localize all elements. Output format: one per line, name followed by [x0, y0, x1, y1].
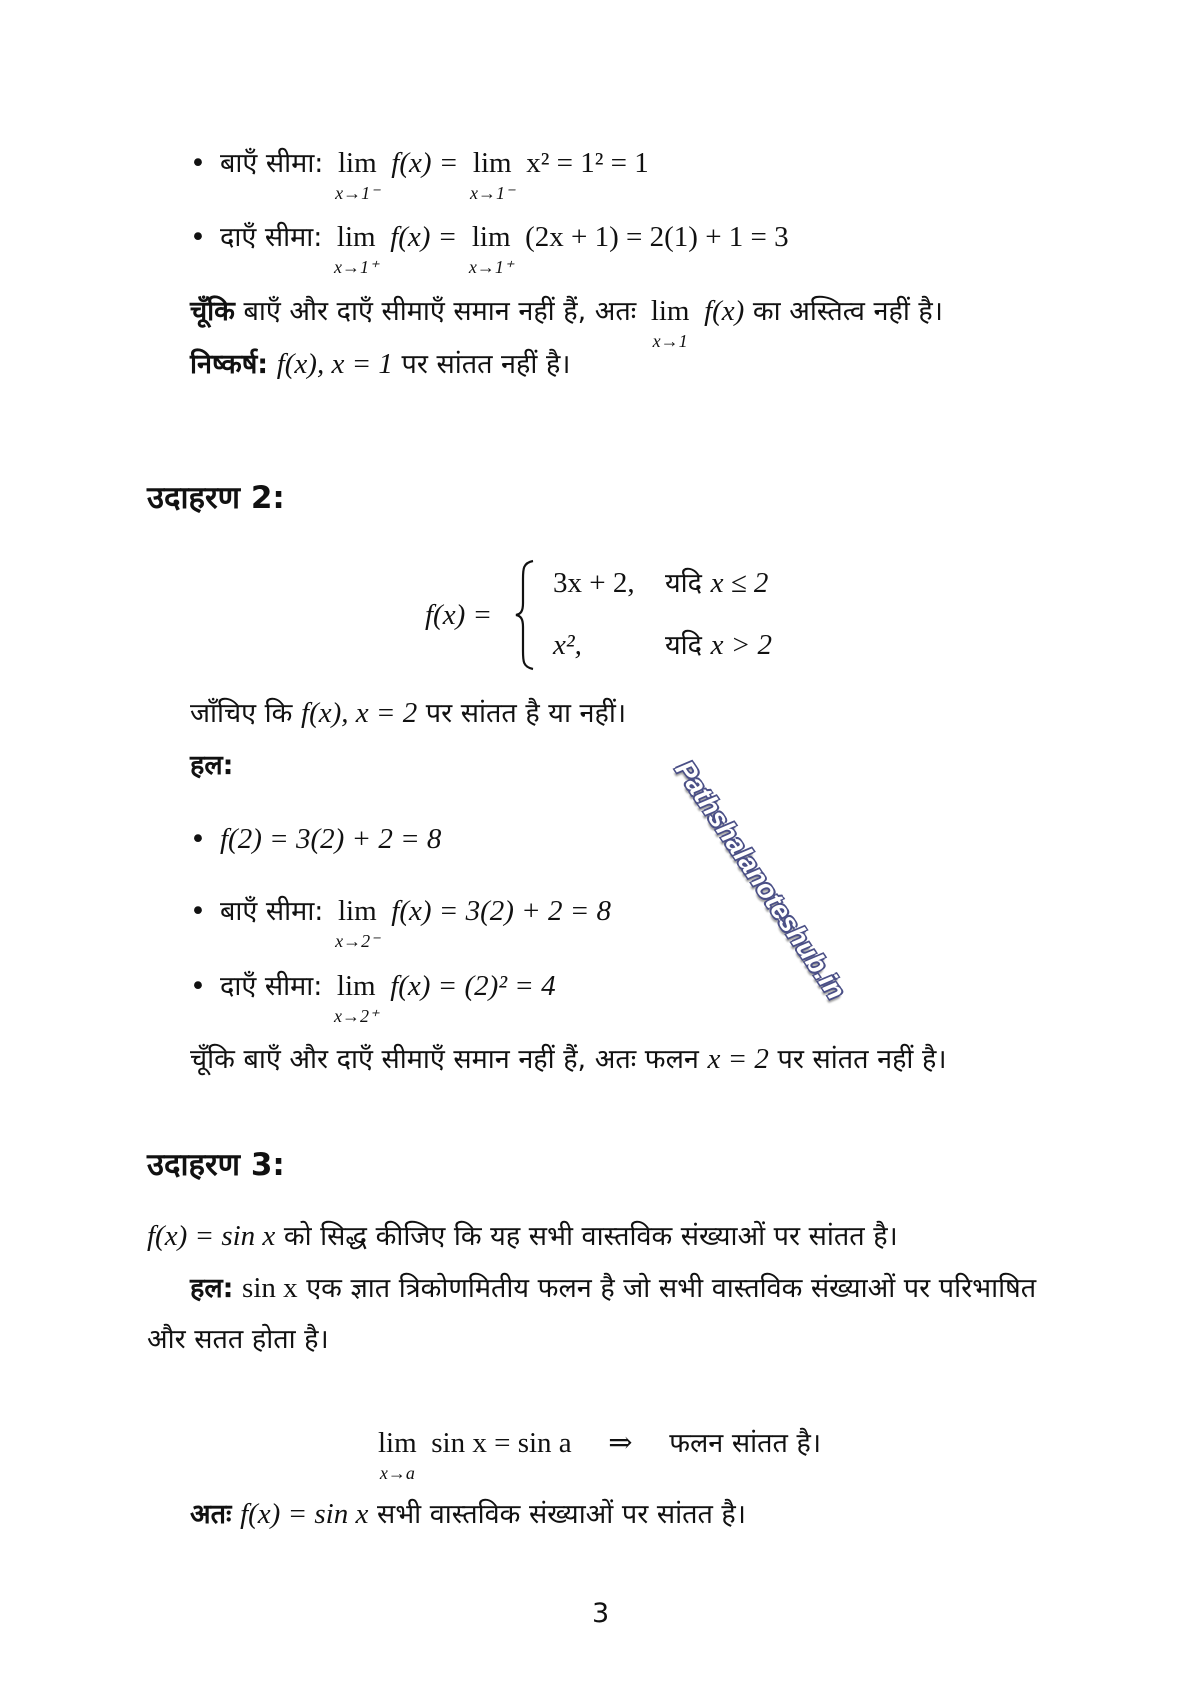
- math: x² = 1² = 1: [526, 147, 649, 179]
- lim: lim x→2⁺: [334, 970, 379, 1026]
- math: f(x) =: [425, 599, 493, 631]
- example-2-conclusion: चूँकि बाएँ और दाएँ सीमाएँ समान नहीं हैं, अतः फलन x = 2 पर सांतत नहीं है।: [190, 1043, 947, 1075]
- example-3-heading: उदाहरण 3:: [147, 1147, 285, 1183]
- case-2-cond: यदि x > 2: [665, 629, 773, 661]
- solution-label: हल:: [190, 750, 234, 781]
- lim: lim x→1⁻: [470, 147, 515, 203]
- page-number: 3: [592, 1598, 610, 1629]
- watermark: Pathshalanoteshub.in: [669, 755, 852, 1005]
- example-3-final: अतः f(x) = sin x सभी वास्तविक संख्याओं पर सांतत है।: [190, 1498, 746, 1530]
- math: (2x + 1) = 2(1) + 1 = 3: [525, 221, 789, 253]
- math: f(x) =: [390, 221, 458, 253]
- right-limit-bullet-2: • दाएँ सीमा: lim x→2⁺ f(x) = (2)² = 4: [190, 970, 556, 1026]
- example-2-heading: उदाहरण 2:: [147, 480, 285, 516]
- right-limit-label: दाएँ सीमा:: [220, 222, 323, 253]
- case-2-expr: x²,: [553, 629, 582, 661]
- case-1-expr: 3x + 2,: [553, 567, 635, 599]
- limit-equation: lim x→a sin x = sin a ⇒ फलन सांतत है।: [378, 1427, 822, 1483]
- conclusion-line: [190, 346, 571, 383]
- brace: [513, 559, 537, 671]
- text: पर सांतत नहीं है।: [401, 349, 571, 380]
- conclusion-label: निष्कर्ष:: [190, 349, 269, 380]
- text: बाएँ और दाएँ सीमाएँ समान नहीं हैं, अतः: [243, 296, 637, 327]
- example-3-statement: f(x) = sin x को सिद्ध कीजिए कि यह सभी वास्तविक संख्याओं पर सांतत है।: [147, 1220, 898, 1252]
- lim: lim x→a: [378, 1427, 417, 1483]
- piecewise-function: [425, 555, 825, 675]
- right-limit-bullet: • दाएँ सीमा: lim x→1⁺ f(x) = lim x→1⁺ (2x + 1) = 2(1) + 1 = 3: [190, 221, 789, 277]
- bullet-f2: • f(2) = 3(2) + 2 = 8: [190, 823, 442, 855]
- text: का अस्तित्व नहीं है।: [752, 296, 943, 327]
- case-1-cond: यदि x ≤ 2: [665, 567, 769, 599]
- lim: lim x→2⁻: [335, 895, 380, 951]
- example-3-solution: हल: sin x एक ज्ञात त्रिकोणमितीय फलन है जो सभी वास्तविक संख्याओं पर परिभाषित: [190, 1272, 1037, 1304]
- question-line: जाँचिए कि f(x), x = 2 पर सांतत है या नहीं।: [190, 697, 627, 729]
- lim: lim x→1⁻: [335, 147, 380, 203]
- left-limit-bullet: • बाएँ सीमा: lim x→1⁻ f(x) = lim x→1⁻ x² = 1² = 1: [190, 147, 649, 203]
- example-3-solution-cont: और सतत होता है।: [147, 1324, 329, 1355]
- math: f(x), x = 1: [276, 348, 393, 380]
- since-line: [190, 293, 943, 351]
- math: f(x) =: [391, 147, 459, 179]
- since-bold: चूँकि: [190, 296, 235, 327]
- math: f(x): [704, 295, 745, 327]
- left-limit-bullet-2: • बाएँ सीमा: lim x→2⁻ f(x) = 3(2) + 2 = 8: [190, 895, 612, 951]
- lim: lim x→1⁺: [468, 221, 514, 277]
- lim: lim x→1: [650, 295, 690, 351]
- left-limit-label: बाएँ सीमा:: [220, 148, 324, 179]
- lim: lim x→1⁺: [334, 221, 379, 277]
